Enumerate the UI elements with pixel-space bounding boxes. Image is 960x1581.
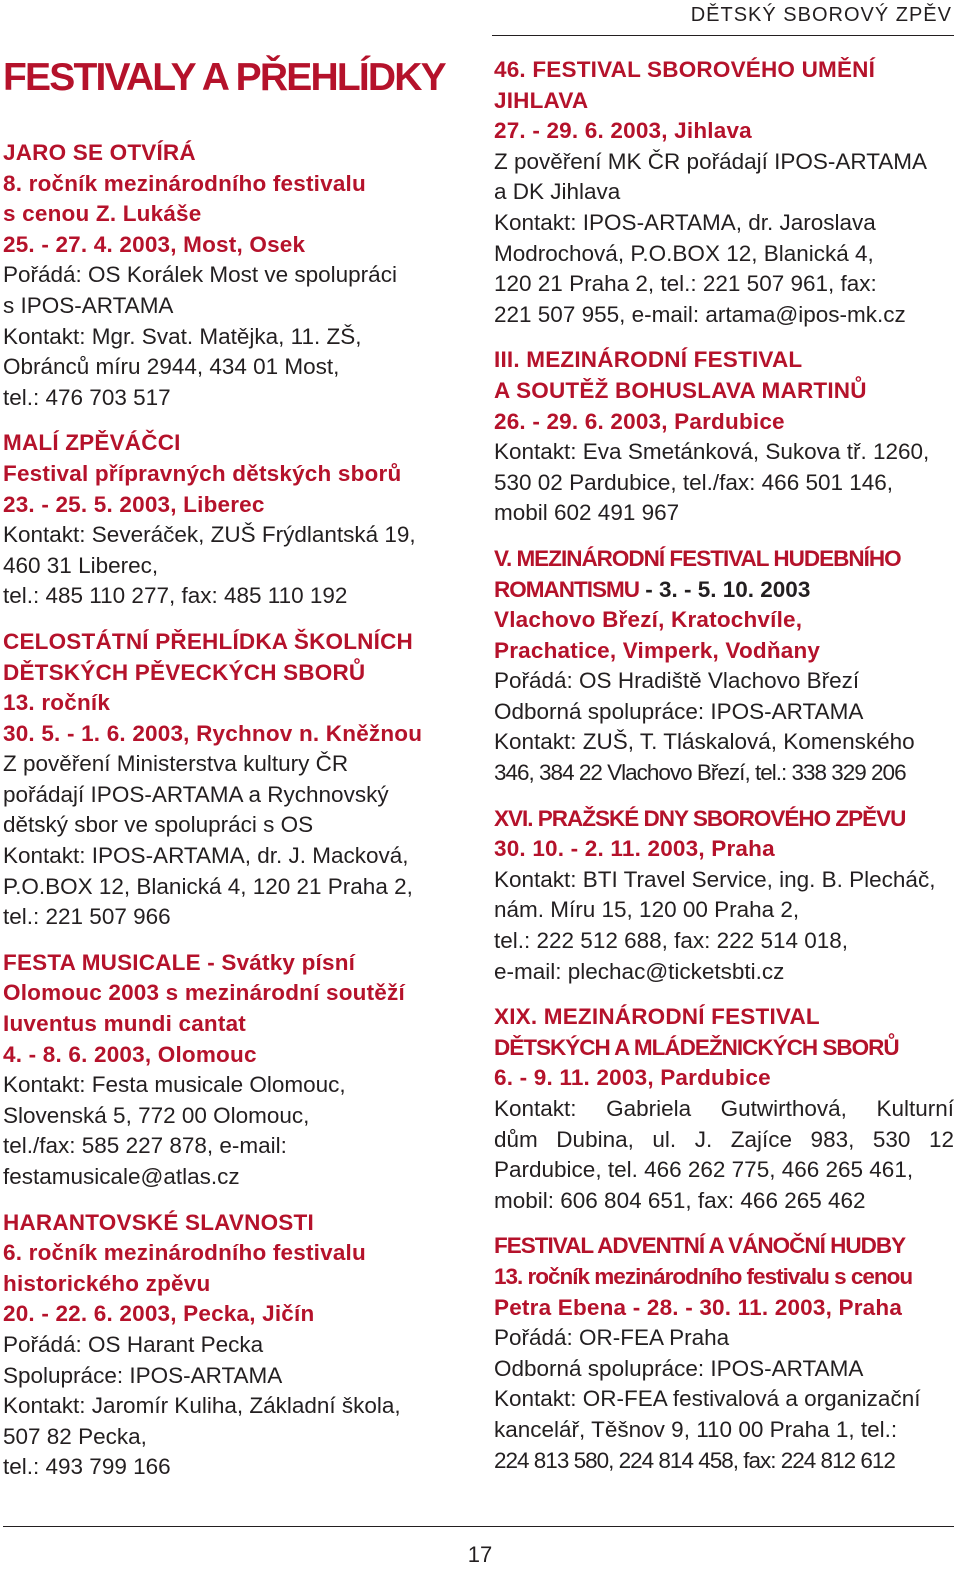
running-head: DĚTSKÝ SBOROVÝ ZPĚV [690, 4, 952, 26]
entry-heading: Olomouc 2003 s mezinárodní soutěží [3, 980, 405, 1006]
entry-text: Kontakt: OR-FEA festivalová a organizační [494, 1386, 921, 1412]
entry-heading: DĚTSKÝCH A MLÁDEŽNICKÝCH SBORŮ [494, 1034, 899, 1060]
entry-text: Kontakt: BTI Travel Service, ing. B. Plecháč, [494, 866, 936, 892]
entry-text: mobil 602 491 967 [494, 500, 680, 526]
entry-heading: XVI. PRAŽSKÉ DNY SBOROVÉHO ZPĚVU [494, 805, 906, 831]
entry-heading: A SOUTĚŽ BOHUSLAVA MARTINŮ [494, 377, 867, 403]
entry-date: 25. - 27. 4. 2003, Most, Osek [3, 231, 306, 257]
entry-text: tel.: 493 799 166 [3, 1454, 171, 1480]
entry-text: pořádají IPOS-ARTAMA a Rychnovský [3, 781, 389, 807]
entry-text: Kontakt: Mgr. Svat. Matějka, 11. ZŠ, [3, 323, 362, 349]
entry-date: 30. 5. - 1. 6. 2003, Rychnov n. Kněžnou [3, 720, 423, 746]
entry-heading-part: ROMANTISMU [494, 576, 639, 602]
entry-heading: JIHLAVA [494, 87, 589, 113]
entry-text: Z pověření MK ČR pořádají IPOS-ARTAMA [494, 148, 928, 174]
entry-text: P.O.BOX 12, Blanická 4, 120 21 Praha 2, [3, 873, 413, 899]
festival-entry-mali-zpevacci [3, 428, 465, 612]
entry-heading: 46. FESTIVAL SBOROVÉHO UMĚNÍ [494, 57, 876, 82]
entry-text: 221 507 955, e-mail: artama@ipos-mk.cz [494, 301, 906, 327]
entry-heading [494, 575, 954, 606]
festival-entry-harantovske-slavnosti [3, 1208, 465, 1483]
festival-entry-adventni-hudba [494, 1231, 954, 1476]
festival-entry-romantismu [494, 544, 954, 789]
entry-text: mobil: 606 804 651, fax: 466 265 462 [494, 1187, 866, 1213]
entry-heading: Festival přípravných dětských sborů [3, 460, 402, 486]
entry-date: 6. - 9. 11. 2003, Pardubice [494, 1065, 771, 1091]
entry-text: tel.: 476 703 517 [3, 384, 171, 410]
entry-text: Kontakt: IPOS-ARTAMA, dr. J. Macková, [3, 843, 409, 869]
entry-text: tel.: 222 512 688, fax: 222 514 018, [494, 928, 849, 954]
entry-text: festamusicale@atlas.cz [3, 1164, 240, 1189]
entry-text: Z pověření Ministerstva kultury ČR [3, 751, 349, 777]
header-rule [492, 35, 954, 36]
entry-date: 23. - 25. 5. 2003, Liberec [3, 491, 265, 517]
entry-date: 26. - 29. 6. 2003, Pardubice [494, 408, 785, 434]
entry-date: - 28. - 30. 11. 2003, Praha [626, 1294, 903, 1320]
entry-text: 120 21 Praha 2, tel.: 221 507 961, fax: [494, 271, 877, 297]
entry-text: 507 82 Pecka, [3, 1423, 147, 1449]
entry-date: 27. - 29. 6. 2003, Jihlava [494, 118, 752, 144]
entry-heading: 13. ročník [3, 690, 111, 716]
entry-text: Pořádá: OR-FEA Praha [494, 1325, 730, 1351]
page-number: 17 [467, 1542, 493, 1567]
entry-text: Pořádá: OS Harant Pecka [3, 1331, 264, 1357]
entry-text: Kontakt: Gabriela Gutwirthová, Kulturní [494, 1096, 954, 1121]
festival-entry-prazske-dny [494, 804, 954, 988]
entry-text: a DK Jihlava [494, 179, 621, 205]
entry-text: 224 813 580, 224 814 458, fax: 224 812 612 [494, 1447, 895, 1473]
entry-text: Odborná spolupráce: IPOS-ARTAMA [494, 1355, 864, 1381]
entry-text: s IPOS-ARTAMA [3, 292, 174, 318]
entry-date: - 3. - 5. 10. 2003 [638, 576, 811, 602]
festival-entry-jihlava [494, 55, 954, 330]
entry-text: Pořádá: OS Hradiště Vlachovo Březí [494, 668, 860, 694]
entry-text: Kontakt: Festa musicale Olomouc, [3, 1072, 346, 1098]
entry-text: e-mail: plechac@ticketsbti.cz [494, 958, 785, 984]
festival-entry-martinu [494, 345, 954, 529]
entry-location: Prachatice, Vimperk, Vodňany [494, 637, 821, 663]
entry-text: Pardubice, tel. 466 262 775, 466 265 461, [494, 1157, 914, 1183]
entry-heading: JARO SE OTVÍRÁ [3, 140, 196, 165]
entry-text: tel./fax: 585 227 878, e-mail: [3, 1133, 287, 1159]
entry-text: 530 02 Pardubice, tel./fax: 466 501 146, [494, 469, 894, 495]
entry-date: 4. - 8. 6. 2003, Olomouc [3, 1041, 257, 1067]
entry-text: kancelář, Těšnov 9, 110 00 Praha 1, tel.: [494, 1416, 898, 1442]
entry-heading: FESTIVAL ADVENTNÍ A VÁNOČNÍ HUDBY [494, 1233, 906, 1259]
festival-entry-festa-musicale [3, 948, 465, 1193]
entry-date: 20. - 22. 6. 2003, Pecka, Jičín [3, 1301, 315, 1327]
entry-heading: 6. ročník mezinárodního festivalu [3, 1240, 366, 1266]
festival-entry-pardubice-sbory [494, 1002, 954, 1216]
entry-text: 346, 384 22 Vlachovo Březí, tel.: 338 329 206 [494, 760, 906, 786]
entry-heading: 8. ročník mezinárodního festivalu [3, 170, 366, 196]
entry-heading-part: Petra Ebena [494, 1294, 627, 1320]
entry-text: dům Dubina, ul. J. Zajíce 983, 530 12 [494, 1126, 954, 1152]
entry-text: 460 31 Liberec, [3, 552, 159, 578]
entry-heading: DĚTSKÝCH PĚVECKÝCH SBORŮ [3, 659, 366, 685]
entry-heading: s cenou Z. Lukáše [3, 201, 202, 227]
entry-text: Kontakt: Eva Smetánková, Sukova tř. 1260, [494, 439, 930, 465]
entry-heading: III. MEZINÁRODNÍ FESTIVAL [494, 347, 803, 373]
right-column [494, 55, 954, 1491]
entry-text: Obránců míru 2944, 434 01 Most, [3, 354, 340, 380]
entry-text: Kontakt: ZUŠ, T. Tláskalová, Komenského [494, 729, 915, 755]
footer-rule [3, 1526, 954, 1527]
entry-heading: historického zpěvu [3, 1270, 211, 1296]
entry-text: tel.: 221 507 966 [3, 904, 171, 930]
entry-text: Kontakt: Jaromír Kuliha, Základní škola, [3, 1393, 401, 1419]
entry-heading: 13. ročník mezinárodního festivalu s cenou [494, 1263, 913, 1289]
entry-date: 30. 10. - 2. 11. 2003, Praha [494, 836, 775, 862]
entry-heading: MALÍ ZPĚVÁČCI [3, 430, 181, 456]
entry-text: tel.: 485 110 277, fax: 485 110 192 [3, 583, 348, 609]
entry-heading: Iuventus mundi cantat [3, 1011, 246, 1037]
entry-heading: CELOSTÁTNÍ PŘEHLÍDKA ŠKOLNÍCH [3, 628, 413, 654]
festival-entry-celostatni-prehlidka [3, 627, 465, 933]
entry-text: Spolupráce: IPOS-ARTAMA [3, 1362, 283, 1388]
entry-text: Slovenská 5, 772 00 Olomouc, [3, 1102, 310, 1128]
entry-text: Pořádá: OS Korálek Most ve spolupráci [3, 262, 397, 288]
entry-heading [494, 1293, 954, 1324]
entry-heading: FESTA MUSICALE - Svátky písní [3, 949, 356, 975]
entry-text: Kontakt: IPOS-ARTAMA, dr. Jaroslava [494, 209, 876, 235]
entry-heading: HARANTOVSKÉ SLAVNOSTI [3, 1209, 314, 1235]
entry-text: dětský sbor ve spolupráci s OS [3, 812, 314, 838]
entry-text: Kontakt: Severáček, ZUŠ Frýdlantská 19, [3, 522, 416, 548]
entry-text: Modrochová, P.O.BOX 12, Blanická 4, [494, 240, 874, 266]
festival-entry-jaro-se-otvira [3, 138, 465, 413]
entry-location: Vlachovo Březí, Kratochvíle, [494, 607, 803, 633]
left-column [3, 138, 465, 1498]
entry-heading: XIX. MEZINÁRODNÍ FESTIVAL [494, 1004, 820, 1030]
page-title: FESTIVALY A PŘEHLÍDKY [3, 56, 445, 99]
entry-text: Odborná spolupráce: IPOS-ARTAMA [494, 698, 864, 724]
entry-text: nám. Míru 15, 120 00 Praha 2, [494, 897, 800, 923]
entry-heading: V. MEZINÁRODNÍ FESTIVAL HUDEBNÍHO [494, 545, 901, 571]
